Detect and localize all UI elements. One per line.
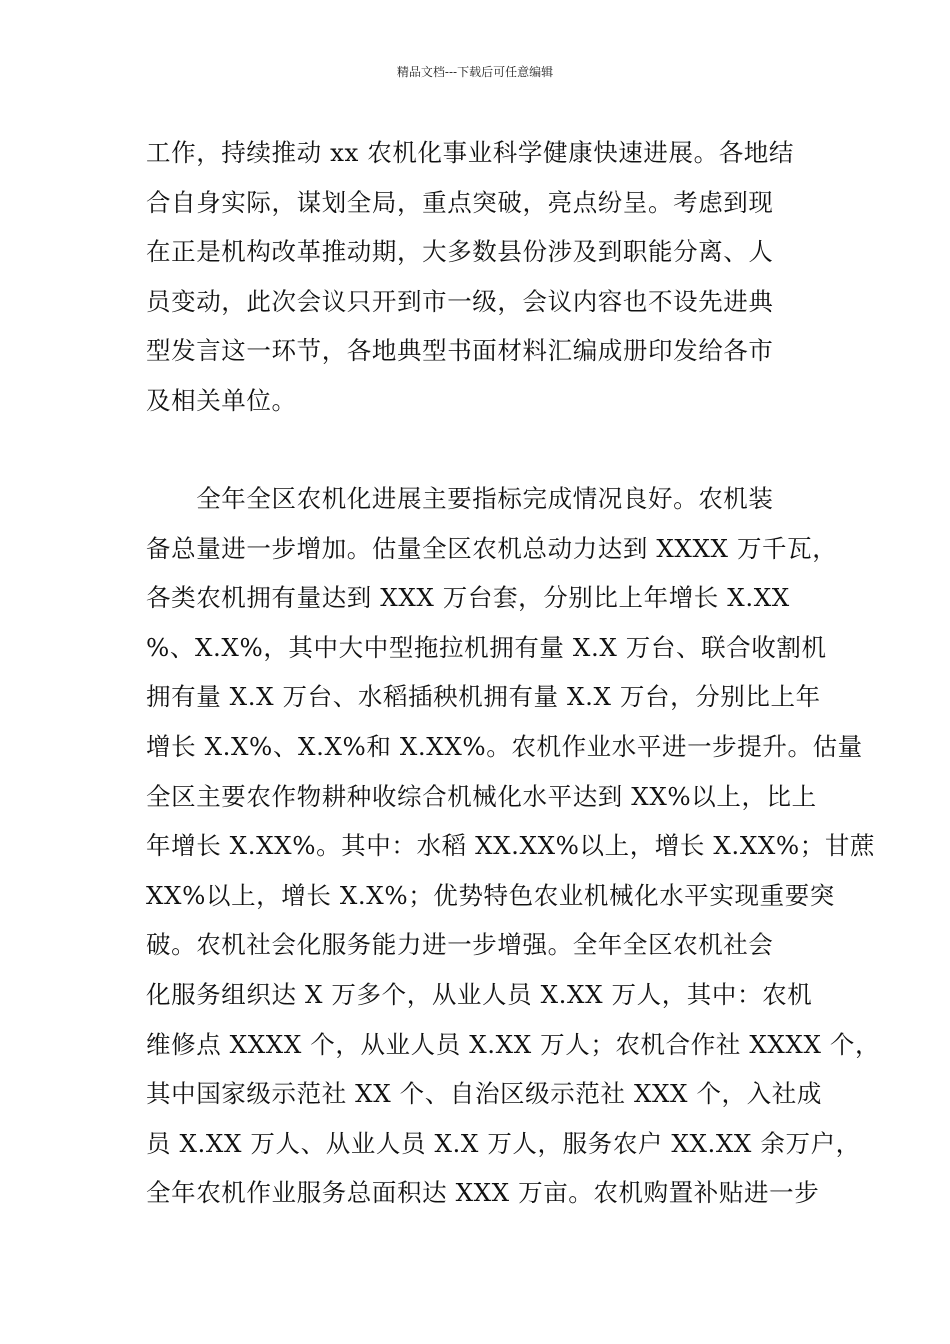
text-line: 维修点 XXXX 个，从业人员 X.XX 万人；农机合作社 XXXX 个，	[146, 1029, 881, 1059]
text-line: 员 X.XX 万人、从业人员 X.X 万人，服务农户 XX.XX 余万户，	[146, 1128, 861, 1158]
text-line: %、X.X%，其中大中型拖拉机拥有量 X.X 万台、联合收割机	[146, 632, 827, 662]
text-line: 员变动，此次会议只开到市一级，会议内容也不设先进典	[146, 286, 774, 316]
text-line: 全年全区农机化进展主要指标完成情况良好。农机装	[146, 484, 774, 513]
paragraph-2	[146, 474, 881, 1218]
text-line: 拥有量 X.X 万台、水稻插秧机拥有量 X.X 万台，分别比上年	[146, 682, 821, 712]
text-line: 年增长 X.XX%。其中：水稻 XX.XX%以上，增长 X.XX%；甘蔗	[146, 831, 876, 861]
text-line: 在正是机构改革推动期，大多数县份涉及到职能分离、人	[146, 237, 774, 267]
text-line: 破。农机社会化服务能力进一步增强。全年全区农机社会	[146, 930, 774, 960]
text-line: 全年农机作业服务总面积达 XXX 万亩。农机购置补贴进一步	[146, 1178, 820, 1208]
text-line: 各类农机拥有量达到 XXX 万台套，分别比上年增长 X.XX	[146, 583, 790, 613]
text-line: 增长 X.X%、X.X%和 X.XX%。农机作业水平进一步提升。估量	[146, 731, 863, 761]
text-line: XX%以上，增长 X.X%；优势特色农业机械化水平实现重要突	[146, 880, 835, 910]
text-line: 化服务组织达 X 万多个，从业人员 X.XX 万人，其中：农机	[146, 979, 813, 1009]
text-line: 全区主要农作物耕种收综合机械化水平达到 XX%以上，比上	[146, 781, 817, 811]
text-line: 其中国家级示范社 XX 个、自治区级示范社 XXX 个，入社成	[146, 1079, 822, 1109]
text-line: 工作，持续推动 xx 农机化事业科学健康快速进展。各地结	[146, 138, 795, 167]
text-line: 合自身实际，谋划全局，重点突破，亮点纷呈。考虑到现	[146, 187, 774, 217]
text-line: 型发言这一环节，各地典型书面材料汇编成册印发给各市	[146, 336, 774, 366]
paragraph-1	[146, 128, 810, 426]
text-line: 备总量进一步增加。估量全区农机总动力达到 XXXX 万千瓦，	[146, 533, 838, 563]
text-line: 及相关单位。	[146, 385, 297, 415]
page-header: 精品文档---下载后可任意编辑	[396, 65, 554, 79]
